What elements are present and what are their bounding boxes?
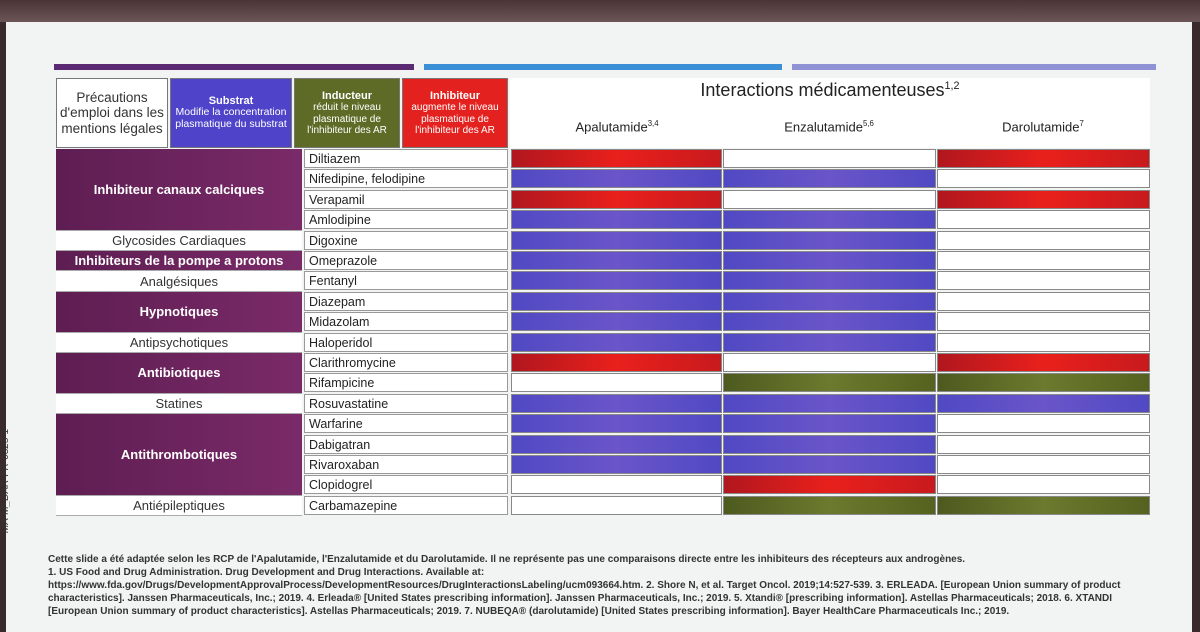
interaction-cell-substrat [511,312,722,331]
interaction-cell-substrat [511,292,722,311]
interaction-cell-substrat [723,251,936,270]
interaction-cell-substrat [511,251,722,270]
interaction-cell-inhibiteur [511,190,722,209]
header-inducteur-desc: réduit le niveau plasmatique de l'inhibiteur des AR [307,102,387,136]
interaction-cell-none [937,169,1150,188]
category-label: Statines [56,394,302,414]
drug-header-sup: 5,6 [862,119,874,128]
interaction-cell-substrat [723,394,936,413]
interaction-cell-none [723,353,936,372]
interaction-cell-none [937,231,1150,250]
interaction-cell-none [937,292,1150,311]
drug-header-enzalutamide [723,119,935,134]
category-label: Hypnotiques [56,292,302,333]
interaction-cell-none [937,475,1150,494]
drug-name: Diazepam [304,292,508,311]
drug-name: Omeprazole [304,251,508,270]
interaction-cell-substrat [511,414,722,433]
interaction-cell-substrat [723,333,936,352]
interaction-cell-none [723,190,936,209]
accent-bar-lavender [792,64,1156,70]
interaction-cell-inhibiteur [511,149,722,168]
interaction-cell-none [937,455,1150,474]
drug-name: Rifampicine [304,373,508,392]
interaction-cell-none [937,312,1150,331]
category-label: Antiépileptiques [56,496,302,516]
drug-name: Clarithromycine [304,353,508,372]
interaction-cell-substrat [511,271,722,290]
drug-name: Rosuvastatine [304,394,508,413]
drug-header-darolutamide [937,119,1149,134]
category-label: Analgésiques [56,271,302,291]
interaction-cell-substrat [937,394,1150,413]
interaction-cell-substrat [511,394,722,413]
drug-name: Carbamazepine [304,496,508,515]
interaction-cell-none [937,210,1150,229]
category-label: Antibiotiques [56,353,302,394]
drug-header-sup: 7 [1079,119,1084,128]
drug-header-apalutamide [511,119,723,134]
header-inducteur [294,78,400,148]
interaction-cell-substrat [511,231,722,250]
drug-name: Haloperidol [304,333,508,352]
header-inhibiteur [402,78,508,148]
header-inhibiteur-desc: augmente le niveau plasmatique de l'inhibiteur des AR [411,102,499,136]
footnote-line: 1. US Food and Drug Administration. Drug Development and Drug Interactions. Available at: [48,567,485,578]
footnote-line: https://www.fda.gov/Drugs/DevelopmentApprovalProcess/DevelopmentResources/DrugInteractionsLabeling/ucm093664.htm. 2. Shore N, et al. Target Oncol. 2019;14:527-539. 3. ERLEADA. [European Union summary of product characteristics]. Janssen Pharmaceuticals, Inc.; 2019. 4. Erleada® [United States prescribing information]. Janssen Pharmaceuticals, Inc.; 2019. 5. Xtandi® [prescribing information]. Astellas Pharmaceuticals; 2018. 6. XTANDI [European Union summary of product characteristics]. Astellas Pharmaceuticals; 2019. 7. NUBEQA® (darolutamide) [United States prescribing information]. Bayer HealthCare Pharmaceuticals Inc.; 2019. [48,580,1121,617]
header-substrat-desc: Modifie la concentration plasmatique du substrat [175,106,287,131]
accent-bar-purple [54,64,414,70]
interaction-cell-inhibiteur [511,353,722,372]
drug-name: Digoxine [304,231,508,250]
interaction-cell-none [937,414,1150,433]
interaction-cell-none [937,435,1150,454]
interaction-cell-substrat [723,292,936,311]
drug-name: Diltiazem [304,149,508,168]
category-label: Glycosides Cardiaques [56,231,302,251]
interaction-cell-substrat [723,455,936,474]
drug-header-name: Enzalutamide [784,119,863,135]
drug-name: Warfarine [304,414,508,433]
interaction-cell-inhibiteur [937,149,1150,168]
category-label: Antithrombotiques [56,414,302,496]
interactions-title-text: Interactions médicamenteuses [700,80,945,100]
drug-name: Midazolam [304,312,508,331]
interactions-title-sup: 1,2 [944,80,960,92]
interaction-cell-none [511,373,722,392]
header-substrat-title: Substrat [208,95,254,108]
interaction-cell-substrat [723,435,936,454]
interaction-cell-inhibiteur [937,353,1150,372]
interaction-cell-substrat [723,231,936,250]
header-substrat [170,78,292,148]
interaction-cell-substrat [723,210,936,229]
drug-name: Amlodipine [304,210,508,229]
accent-bar-blue [424,64,782,70]
drug-name: Verapamil [304,190,508,209]
interaction-cell-none [937,251,1150,270]
top-band [0,0,1200,22]
footnote-line: Cette slide a été adaptée selon les RCP de l'Apalutamide, l'Enzalutamide et du Darolutamide. Il ne représente pas une comparaisons directe entre les inhibiteurs des récepteurs aux androgènes. [48,554,966,565]
interaction-cell-substrat [511,169,722,188]
drug-header-sup: 3,4 [647,119,659,128]
interaction-cell-substrat [511,435,722,454]
interaction-cell-inducteur [723,373,936,392]
interaction-cell-none [511,496,722,515]
interaction-cell-substrat [723,312,936,331]
drug-header-name: Darolutamide [1002,119,1080,135]
drug-name: Clopidogrel [304,475,508,494]
interaction-cell-substrat [723,169,936,188]
drug-name: Rivaroxaban [304,455,508,474]
drug-name: Fentanyl [304,271,508,290]
interaction-cell-substrat [723,271,936,290]
header-precautions-text: Précautions d'emploi dans les mentions légales [60,90,164,136]
interaction-cell-inducteur [723,496,936,515]
header-inducteur-title: Inducteur [321,90,373,103]
header-precautions [56,78,168,148]
category-label: Inhibiteur canaux calciques [56,149,302,231]
drug-header-name: Apalutamide [575,119,648,135]
interaction-cell-inhibiteur [723,475,936,494]
interaction-cell-substrat [511,455,722,474]
interaction-cell-substrat [511,333,722,352]
drug-name: Dabigatran [304,435,508,454]
interaction-cell-substrat [511,210,722,229]
category-label: Inhibiteurs de la pompe a protons [56,251,302,271]
header-inhibiteur-title: Inhibiteur [429,90,481,103]
interaction-cell-none [937,333,1150,352]
interaction-cell-none [723,149,936,168]
category-label: Antipsychotiques [56,333,302,353]
interaction-cell-none [937,271,1150,290]
interaction-cell-none [511,475,722,494]
interactions-title [510,80,1150,101]
interaction-cell-inducteur [937,496,1150,515]
side-code: MA-M_DAR-FR-0325-1 [0,428,11,534]
interaction-cell-substrat [723,414,936,433]
drug-name: Nifedipine, felodipine [304,169,508,188]
footnote [48,553,1158,618]
interaction-cell-inducteur [937,373,1150,392]
interaction-cell-inhibiteur [937,190,1150,209]
